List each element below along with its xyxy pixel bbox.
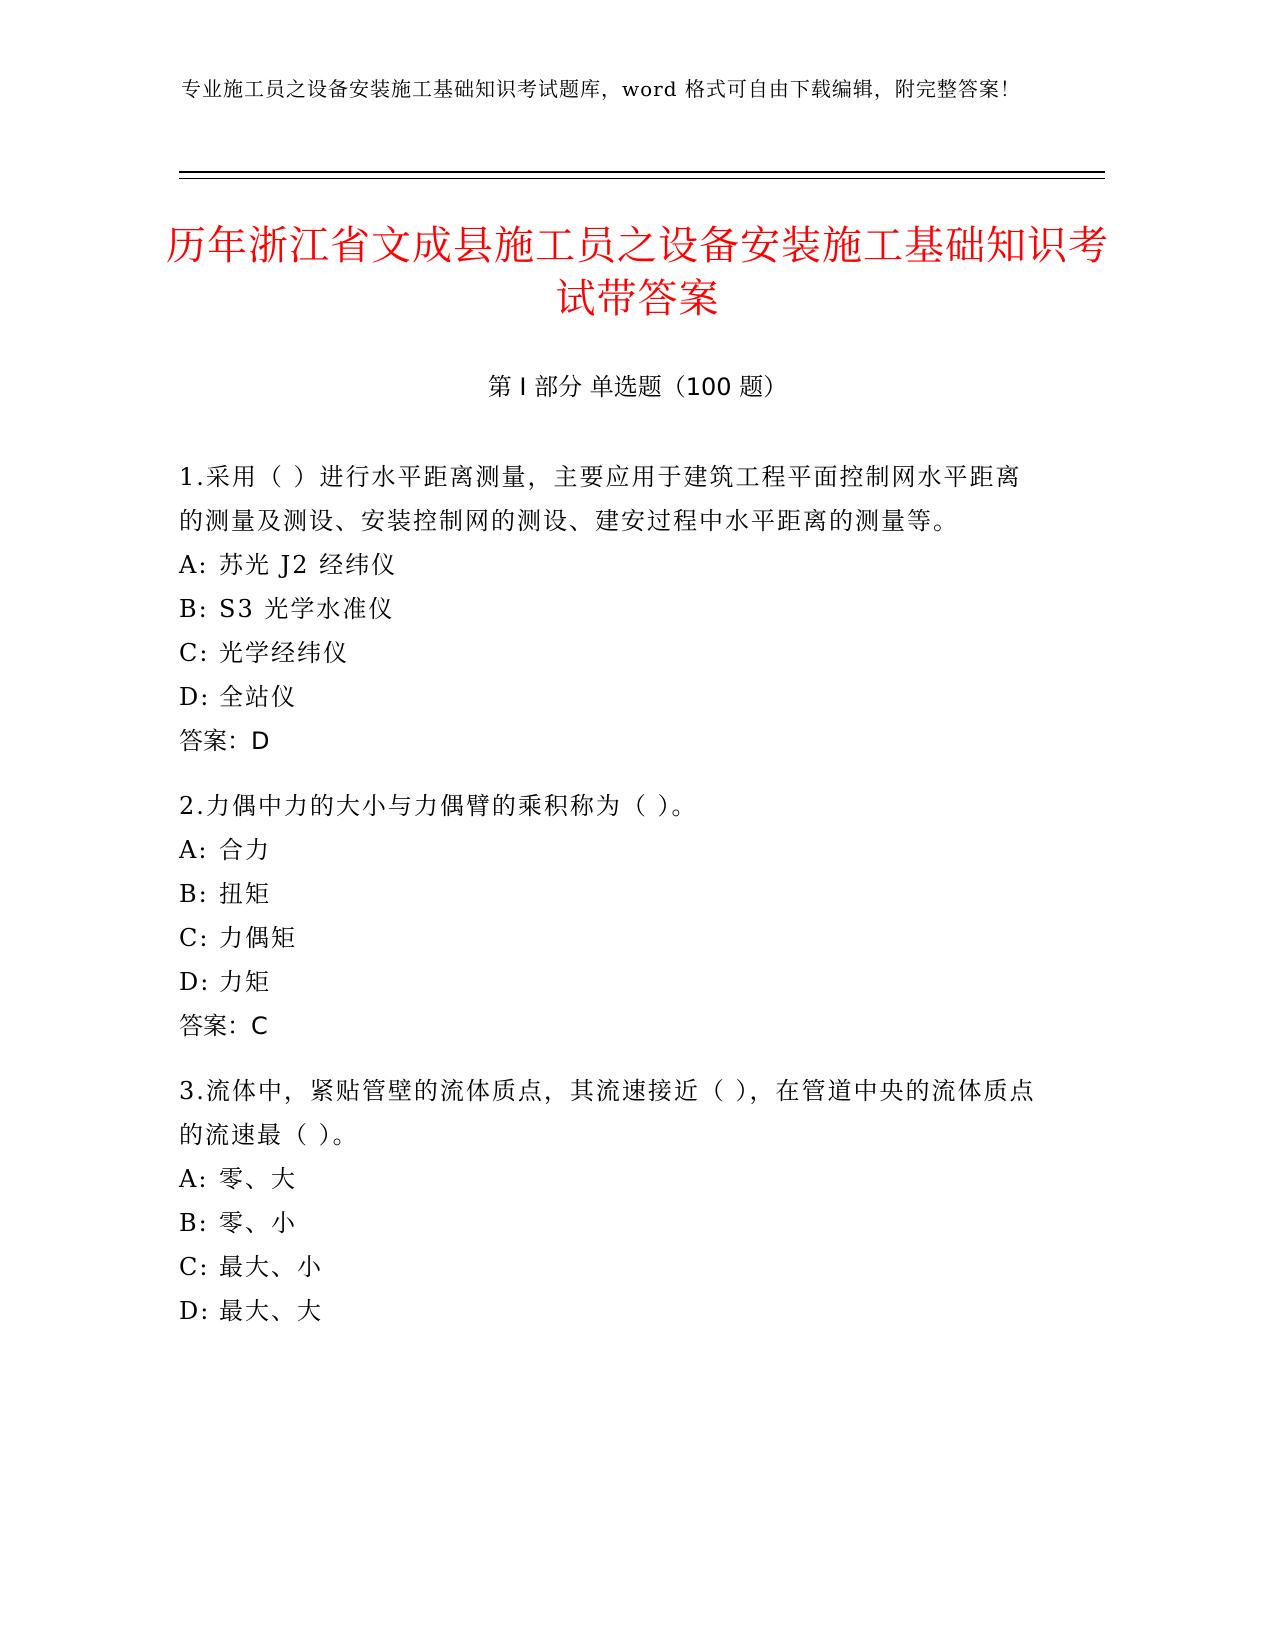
option-b	[179, 1201, 1039, 1245]
option-d	[179, 675, 1039, 719]
option-key: D:	[179, 968, 211, 996]
option-text: S3 光学水准仪	[219, 595, 395, 623]
header-rule-thin	[179, 178, 1105, 179]
option-a	[179, 1157, 1039, 1201]
option-key: A:	[179, 551, 209, 579]
option-c	[179, 631, 1039, 675]
option-key: D:	[179, 683, 211, 711]
option-key: C:	[179, 1253, 210, 1281]
option-b	[179, 872, 1039, 916]
question-stem: 2.力偶中力的大小与力偶臂的乘积称为（ ）。	[179, 792, 698, 820]
option-key: C:	[179, 639, 210, 667]
header-note: 专业施工员之设备安装施工基础知识考试题库，word 格式可自由下载编辑，附完整答案！	[181, 77, 1021, 101]
option-key: A:	[179, 1165, 209, 1193]
answer-line: 答案：C	[179, 1012, 268, 1040]
option-key: B:	[179, 1209, 209, 1237]
option-text: 光学经纬仪	[219, 639, 349, 667]
option-text: 最大、大	[219, 1297, 323, 1325]
header-rule-thick	[179, 171, 1105, 173]
question-list	[179, 455, 1039, 1354]
option-key: B:	[179, 595, 209, 623]
option-a	[179, 828, 1039, 872]
option-key: B:	[179, 880, 209, 908]
option-text: 零、小	[219, 1209, 297, 1237]
option-text: 全站仪	[219, 683, 297, 711]
option-text: 零、大	[219, 1165, 297, 1193]
option-text: 最大、小	[219, 1253, 323, 1281]
option-d	[179, 960, 1039, 1004]
question-1	[179, 455, 1039, 763]
option-key: C:	[179, 924, 210, 952]
option-text: 力偶矩	[219, 924, 297, 952]
option-text: 合力	[219, 836, 271, 864]
option-text: 苏光 J2 经纬仪	[219, 551, 398, 579]
question-stem: 1.采用（ ）进行水平距离测量，主要应用于建筑工程平面控制网水平距离的测量及测设、安装控制网的测设、建安过程中水平距离的测量等。	[179, 463, 1022, 535]
question-stem: 3.流体中，紧贴管壁的流体质点，其流速接近（ ），在管道中央的流体质点的流速最（ ）。	[179, 1077, 1036, 1149]
section-title: 第 I 部分 单选题（100 题）	[487, 373, 788, 401]
option-a	[179, 543, 1039, 587]
option-c	[179, 916, 1039, 960]
document-title: 历年浙江省文成县施工员之设备安装施工基础知识考试带答案	[166, 223, 1109, 322]
option-key: A:	[179, 836, 209, 864]
option-c	[179, 1245, 1039, 1289]
option-text: 扭矩	[219, 880, 271, 908]
option-d	[179, 1289, 1039, 1333]
option-text: 力矩	[219, 968, 271, 996]
option-key: D:	[179, 1297, 211, 1325]
question-2	[179, 784, 1039, 1048]
answer-line: 答案：D	[179, 727, 270, 755]
option-b	[179, 587, 1039, 631]
question-3	[179, 1069, 1039, 1333]
